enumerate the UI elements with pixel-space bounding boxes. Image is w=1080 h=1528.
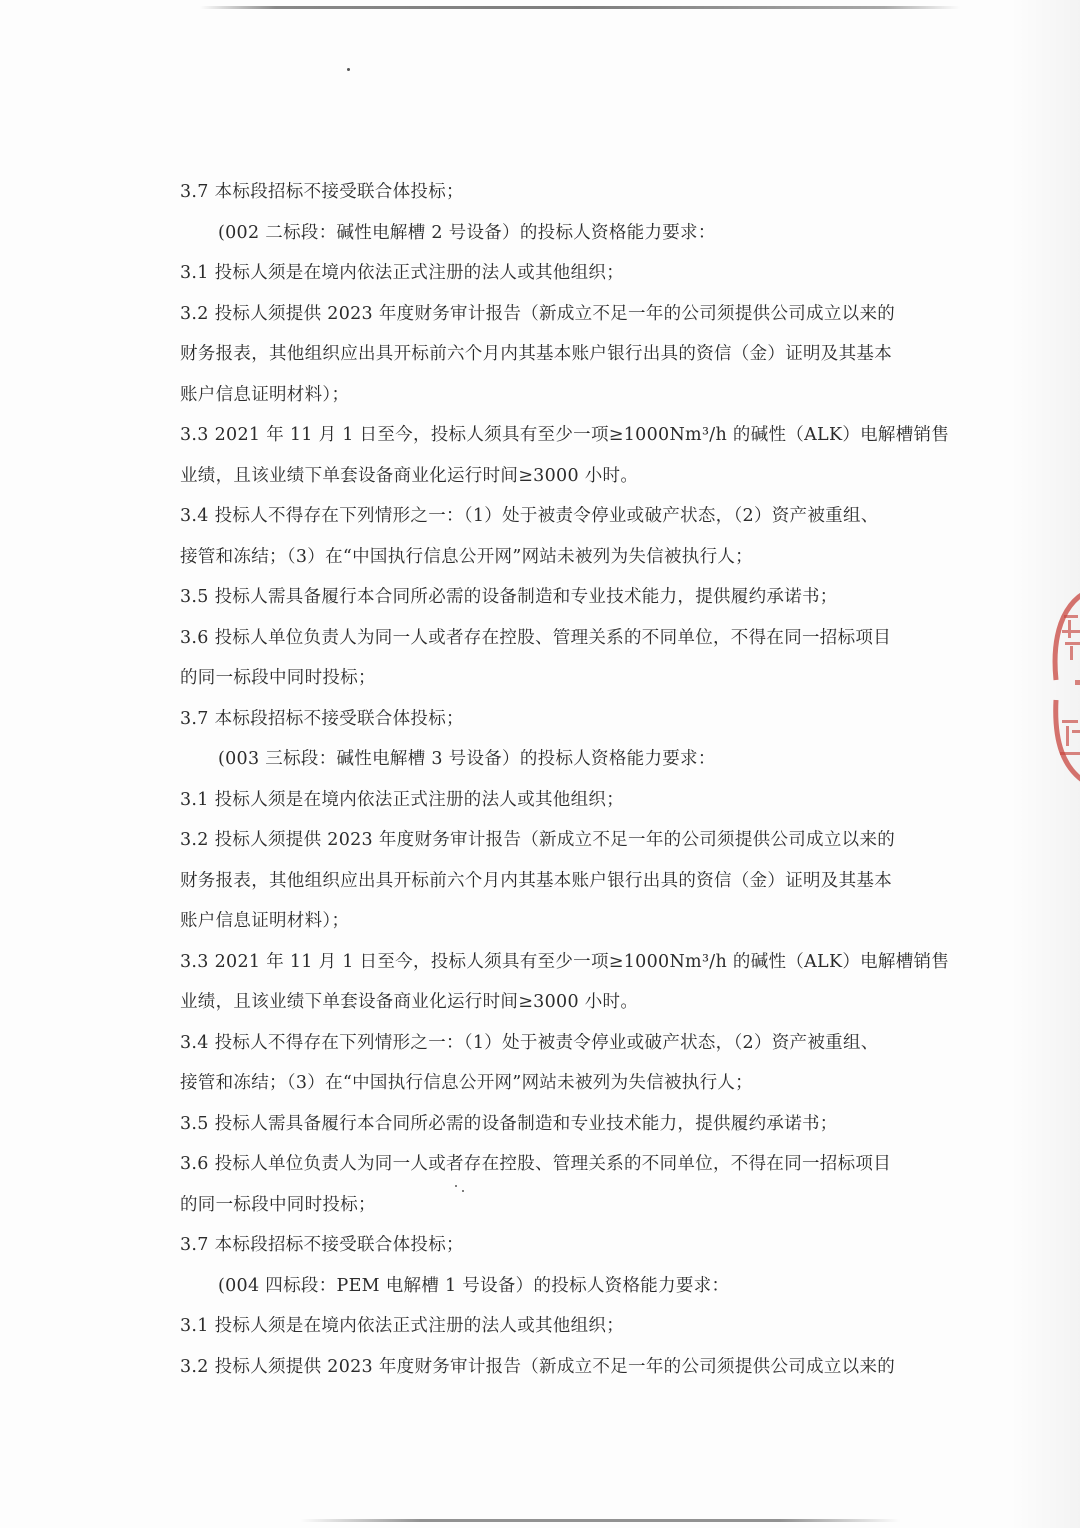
text-line: 3.1 投标人须是在境内依法正式注册的法人或其他组织；	[180, 1316, 624, 1336]
text-line: 3.3 2021 年 11 月 1 日至今，投标人须具有至少一项≥1000Nm³/h 的碱性（ALK）电解槽销售	[180, 425, 950, 445]
text-line: 的同一标段中同时投标；	[180, 1194, 376, 1215]
text-line: 3.7 本标段招标不接受联合体投标；	[180, 182, 464, 202]
text-line: 3.5 投标人需具备履行本合同所必需的设备制造和专业技术能力，提供履约承诺书；	[180, 1113, 838, 1134]
text-line: 接管和冻结；（3）在“中国执行信息公开网”网站未被列为失信被执行人；	[180, 546, 753, 567]
text-line: 3.1 投标人须是在境内依法正式注册的法人或其他组织；	[180, 789, 624, 810]
text-line: 3.2 投标人须提供 2023 年度财务审计报告（新成立不足一年的公司须提供公司成立以来的	[180, 830, 896, 850]
seal-stamp	[1040, 580, 1080, 790]
scan-speck	[347, 68, 350, 71]
text-line: 财务报表，其他组织应出具开标前六个月内其基本账户银行出具的资信（金）证明及其基本	[180, 870, 892, 891]
text-line: 3.6 投标人单位负责人为同一人或者存在控股、管理关系的不同单位，不得在同一招标项目	[180, 627, 891, 648]
text-line: 业绩，且该业绩下单套设备商业化运行时间≥3000 小时。	[180, 465, 639, 486]
text-line: 账户信息证明材料）；	[180, 384, 350, 405]
text-line: 3.4 投标人不得存在下列情形之一：（1）处于被责令停业或破产状态，（2）资产被重组、	[180, 506, 879, 526]
scan-edge-top	[200, 6, 960, 9]
section-heading: (003 三标段：碱性电解槽 3 号设备）的投标人资格能力要求：	[218, 749, 716, 769]
text-line: 3.3 2021 年 11 月 1 日至今，投标人须具有至少一项≥1000Nm³/h 的碱性（ALK）电解槽销售	[180, 951, 950, 972]
text-line: 的同一标段中同时投标；	[180, 668, 376, 688]
text-line: 3.2 投标人须提供 2023 年度财务审计报告（新成立不足一年的公司须提供公司成立以来的	[180, 303, 896, 324]
section-heading: (004 四标段：PEM 电解槽 1 号设备）的投标人资格能力要求：	[218, 1275, 730, 1296]
text-line: 3.6 投标人单位负责人为同一人或者存在控股、管理关系的不同单位，不得在同一招标项目	[180, 1154, 891, 1174]
text-line: 3.7 本标段招标不接受联合体投标；	[180, 708, 464, 729]
scan-edge-bottom	[300, 1519, 900, 1522]
document-body	[180, 172, 950, 1387]
text-line: 账户信息证明材料）；	[180, 911, 350, 931]
text-line: 3.4 投标人不得存在下列情形之一：（1）处于被责令停业或破产状态，（2）资产被重组、	[180, 1032, 879, 1053]
text-line: 3.5 投标人需具备履行本合同所必需的设备制造和专业技术能力，提供履约承诺书；	[180, 587, 838, 607]
text-line: 业绩，且该业绩下单套设备商业化运行时间≥3000 小时。	[180, 992, 639, 1012]
section-heading: (002 二标段：碱性电解槽 2 号设备）的投标人资格能力要求：	[218, 222, 716, 243]
text-line: 3.2 投标人须提供 2023 年度财务审计报告（新成立不足一年的公司须提供公司成立以来的	[180, 1356, 896, 1377]
text-line: 财务报表，其他组织应出具开标前六个月内其基本账户银行出具的资信（金）证明及其基本	[180, 344, 892, 364]
text-line: 接管和冻结；（3）在“中国执行信息公开网”网站未被列为失信被执行人；	[180, 1073, 753, 1093]
text-line: 3.1 投标人须是在境内依法正式注册的法人或其他组织；	[180, 263, 624, 283]
text-line: 3.7 本标段招标不接受联合体投标；	[180, 1235, 464, 1255]
